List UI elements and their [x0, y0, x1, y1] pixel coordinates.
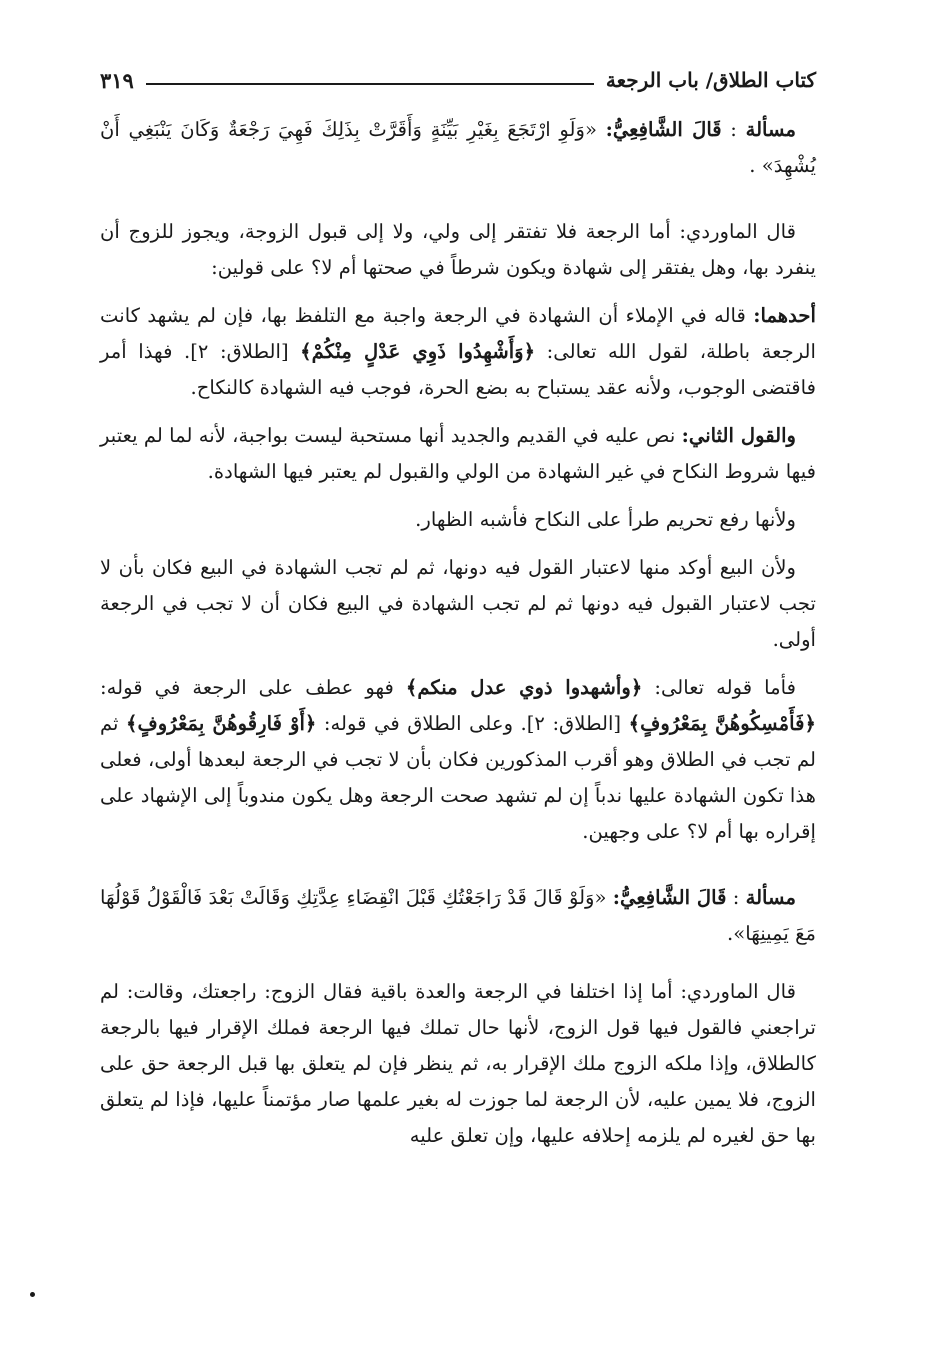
paragraph-zihar: ولأنها رفع تحريم طرأ على النكاح فأشبه الظهار.: [415, 508, 796, 531]
quran-verse: ﴿وَأَشْهِدُوا ذَوِي عَدْلٍ مِنْكُمْ﴾: [300, 340, 536, 363]
paragraph-second-opinion: والقول الثاني: نص عليه في القديم والجديد أنها مستحبة ليست بواجبة، لأنه لما لم يعتبر فيها شروط النكاح في غير الشهادة من الولي والقبول لم يعتبر فيها الشهادة.: [100, 424, 816, 483]
quran-verse: ﴿وأشهدوا ذوي عدل منكم﴾: [405, 676, 643, 699]
masala-1-speaker: قَالَ الشَّافِعِيُّ:: [605, 118, 722, 141]
paragraph-verse-discussion: فأما قوله تعالى: ﴿وأشهدوا ذوي عدل منكم﴾ فهو عطف على الرجعة في قوله: ﴿فَأَمْسِكُوهُنَّ بِمَعْرُوفٍ﴾ [الطلاق: ٢]. وعلى الطلاق في قوله: ﴿أَوْ فَارِقُوهُنَّ بِمَعْرُوفٍ﴾ ثم لم تجب في الطلاق وهو أقرب المذكورين فكان بأن لا تجب في الرجعة لبعدها أولى، فعلى هذا تكون الشهادة عليها ندباً إن لم تشهد صحت الرجعة وهل يكون مندوباً إلى الإشهاد على إقراره بها أم لا؟ على وجهين.: [100, 676, 816, 843]
masala-1-text: «وَلَوِ ارْتَجَعَ بِغَيْرِ بَيِّنَةٍ وَأَقَرَّتْ بِذَلِكَ فَهِيَ رَجْعَةٌ وَكَانَ يَنْبَغِي أَنْ يُشْهِدَ» .: [100, 118, 816, 177]
quran-verse: ﴿أَوْ فَارِقُوهُنَّ بِمَعْرُوفٍ﴾: [126, 712, 317, 735]
masala-1: مسألة : قَالَ الشَّافِعِيُّ: «وَلَوِ ارْتَجَعَ بِغَيْرِ بَيِّنَةٍ وَأَقَرَّتْ بِذَلِكَ فَهِيَ رَجْعَةٌ وَكَانَ يَنْبَغِي أَنْ يُشْهِدَ» .: [100, 118, 816, 177]
masala-2-text: «وَلَوْ قَالَ قَدْ رَاجَعْتُكِ قَبْلَ انْقِضَاءِ عِدَّتِكِ وَقَالَتْ بَعْدَ فَالْقَوْلُ قَوْلُهَا مَعَ يَمِينِهَا».: [100, 886, 816, 945]
masala-2-speaker: قَالَ الشَّافِعِيُّ:: [612, 886, 727, 909]
second-opinion-lead: والقول الثاني:: [681, 424, 796, 447]
paragraph-mawardi-2: قال الماوردي: أما إذا اختلفا في الرجعة والعدة باقية فقال الزوج: راجعتك، وقالت: لم تراجعني فالقول فيها قول الزوج، لأنها حال تملك فيها الرجعة فملك الإقرار فيها بالرجعة كالطلاق، وإذا ملكه الزوج ملك الإقرار به، ثم ينظر فإن لم يتعلق بها قبل الرجعة حق على الزوج، فلا يمين عليه، لأن الرجعة لما جوزت له بغير علمها صار مؤتمناً عليها، فإذا لم يتعلق بها حق لغيره لم يلزمه إحلافه عليها، وإن تعلق عليه: [100, 980, 816, 1147]
quran-verse: ﴿فَأَمْسِكُوهُنَّ بِمَعْرُوفٍ﴾: [628, 712, 816, 735]
header-title: كتاب الطلاق/ باب الرجعة: [605, 68, 816, 92]
margin-mark: [30, 1292, 35, 1297]
first-opinion-lead: أحدهما:: [753, 304, 816, 327]
book-page: [100, 60, 816, 1360]
paragraph-first-opinion: أحدهما: قاله في الإملاء أن الشهادة في الرجعة واجبة مع التلفظ بها، فإن لم يشهد كانت الرجعة باطلة، لقول الله تعالى: ﴿وَأَشْهِدُوا ذَوِي عَدْلٍ مِنْكُمْ﴾ [الطلاق: ٢]. فهذا أمر فاقتضى الوجوب، ولأنه عقد يستباح به بضع الحرة، فوجب فيه الشهادة كالنكاح.: [100, 304, 816, 399]
page-body: [100, 112, 816, 1154]
header-rule: [146, 83, 594, 85]
paragraph-sale: ولأن البيع أوكد منها لاعتبار القول فيه دونها، ثم لم تجب الشهادة في البيع فكان بأن لا تجب لاعتبار القبول فيه دونها ثم لم تجب الشهادة في البيع فكان أن لا تجب في الرجعة أولى.: [100, 556, 816, 651]
running-header: [100, 60, 816, 100]
masala-2: مسألة : قَالَ الشَّافِعِيُّ: «وَلَوْ قَالَ قَدْ رَاجَعْتُكِ قَبْلَ انْقِضَاءِ عِدَّتِكِ وَقَالَتْ بَعْدَ فَالْقَوْلُ قَوْلُهَا مَعَ يَمِينِهَا».: [100, 886, 816, 945]
masala-2-label: مسألة: [745, 886, 796, 909]
paragraph-mawardi-1: قال الماوردي: أما الرجعة فلا تفتقر إلى ولي، ولا إلى قبول الزوجة، ويجوز للزوج أن ينفرد بها، وهل يفتقر إلى شهادة ويكون شرطاً في صحتها أم لا؟ على قولين:: [100, 220, 816, 279]
masala-1-label: مسألة: [745, 118, 796, 141]
page-number: ٣١٩: [100, 67, 134, 93]
